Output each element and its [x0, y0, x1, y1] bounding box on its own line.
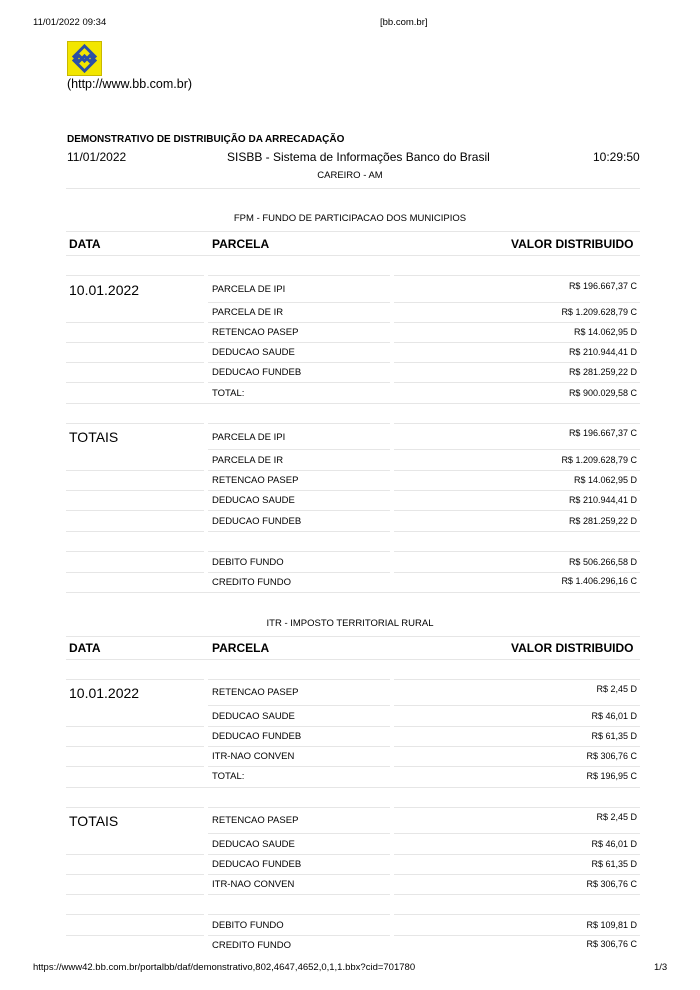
itr-row-valor: R$ 46,01 D — [591, 711, 637, 721]
divider — [66, 914, 204, 915]
divider — [394, 490, 640, 491]
itr-totals-label: TOTAIS — [69, 813, 119, 829]
divider — [208, 342, 390, 343]
divider — [394, 449, 640, 450]
divider — [394, 679, 640, 680]
print-datetime: 11/01/2022 09:34 — [33, 17, 107, 28]
fpm-row-parcela: DEDUCAO SAUDE — [212, 347, 295, 358]
divider — [394, 807, 640, 808]
itr-totals-parcela: DEDUCAO SAUDE — [212, 839, 295, 850]
divider — [208, 854, 390, 855]
fpm-row-valor: R$ 14.062,95 D — [573, 327, 637, 337]
divider — [66, 470, 204, 471]
fpm-debito-valor: R$ 506.266,58 D — [568, 557, 637, 567]
divider — [394, 382, 640, 383]
divider — [66, 382, 204, 383]
itr-totals-parcela: RETENCAO PASEP — [212, 815, 299, 826]
fpm-total-label: TOTAL: — [212, 388, 245, 399]
divider — [66, 592, 640, 593]
divider — [66, 231, 640, 232]
divider — [394, 854, 640, 855]
fpm-totals-parcela: DEDUCAO SAUDE — [212, 495, 295, 506]
fpm-row-valor: R$ 1.209.628,79 C — [561, 307, 637, 317]
doc-system: SISBB - Sistema de Informações Banco do Brasil — [227, 150, 490, 164]
divider — [66, 572, 204, 573]
divider — [394, 572, 640, 573]
divider — [208, 362, 390, 363]
divider — [208, 275, 390, 276]
divider — [394, 551, 640, 552]
itr-total-label: TOTAL: — [212, 771, 245, 782]
itr-row-parcela: ITR-NAO CONVEN — [212, 751, 295, 762]
divider — [208, 766, 390, 767]
divider — [66, 746, 204, 747]
itr-row-valor: R$ 61,35 D — [591, 731, 637, 741]
divider — [208, 449, 390, 450]
divider — [208, 746, 390, 747]
divider — [208, 510, 390, 511]
divider — [208, 726, 390, 727]
itr-credito-label: CREDITO FUNDO — [212, 940, 291, 951]
itr-debito-valor: R$ 109,81 D — [586, 920, 637, 930]
fpm-row-parcela: PARCELA DE IPI — [212, 284, 286, 295]
divider — [394, 423, 640, 424]
itr-totals-parcela: ITR-NAO CONVEN — [212, 879, 295, 890]
itr-section-title: ITR - IMPOSTO TERRITORIAL RURAL — [266, 618, 434, 629]
divider — [208, 894, 390, 895]
fpm-totals-label: TOTAIS — [69, 429, 119, 445]
divider — [66, 551, 204, 552]
fpm-row-valor: R$ 281.259,22 D — [568, 367, 637, 377]
divider — [394, 894, 640, 895]
divider — [394, 726, 640, 727]
divider — [66, 490, 204, 491]
col-header-data: DATA — [69, 641, 101, 655]
divider — [208, 874, 390, 875]
divider — [208, 470, 390, 471]
itr-totals-valor: R$ 306,76 C — [586, 879, 637, 889]
divider — [66, 255, 640, 256]
fpm-totals-parcela: PARCELA DE IPI — [212, 432, 286, 443]
divider — [208, 914, 390, 915]
fpm-debito-label: DEBITO FUNDO — [212, 557, 284, 568]
itr-total-valor: R$ 196,95 C — [586, 771, 637, 781]
divider — [208, 807, 390, 808]
itr-totals-valor: R$ 61,35 D — [591, 859, 637, 869]
divider — [66, 807, 204, 808]
itr-date: 10.01.2022 — [69, 685, 140, 701]
divider — [394, 470, 640, 471]
divider — [66, 403, 640, 404]
divider — [66, 874, 204, 875]
divider — [208, 423, 390, 424]
divider — [66, 679, 204, 680]
divider — [208, 833, 390, 834]
divider — [394, 914, 640, 915]
divider — [66, 787, 640, 788]
divider — [208, 322, 390, 323]
divider — [208, 490, 390, 491]
col-header-parcela: PARCELA — [212, 237, 270, 251]
fpm-row-parcela: PARCELA DE IR — [212, 307, 284, 318]
divider — [208, 572, 390, 573]
divider — [394, 705, 640, 706]
divider — [66, 188, 640, 189]
divider — [394, 362, 640, 363]
divider — [394, 766, 640, 767]
divider — [394, 531, 640, 532]
fpm-totals-parcela: RETENCAO PASEP — [212, 475, 299, 486]
divider — [66, 636, 640, 637]
divider — [394, 302, 640, 303]
itr-credito-valor: R$ 306,76 C — [586, 939, 637, 949]
divider — [208, 935, 390, 936]
col-header-valor: VALOR DISTRIBUIDO — [511, 641, 634, 655]
divider — [66, 659, 640, 660]
itr-debito-label: DEBITO FUNDO — [212, 920, 284, 931]
divider — [208, 302, 390, 303]
divider — [394, 342, 640, 343]
doc-time: 10:29:50 — [593, 150, 640, 164]
itr-row-valor: R$ 306,76 C — [586, 751, 637, 761]
divider — [66, 531, 204, 532]
fpm-row-valor: R$ 210.944,41 D — [568, 347, 637, 357]
fpm-date: 10.01.2022 — [69, 282, 140, 298]
divider — [394, 322, 640, 323]
divider — [394, 874, 640, 875]
fpm-row-valor: R$ 196.667,37 C — [568, 281, 637, 291]
divider — [66, 362, 204, 363]
fpm-row-parcela: RETENCAO PASEP — [212, 327, 299, 338]
divider — [66, 726, 204, 727]
divider — [208, 679, 390, 680]
col-header-valor: VALOR DISTRIBUIDO — [511, 237, 634, 251]
doc-place: CAREIRO - AM — [317, 170, 383, 181]
itr-totals-parcela: DEDUCAO FUNDEB — [212, 859, 302, 870]
fpm-section-title: FPM - FUNDO DE PARTICIPACAO DOS MUNICIPIOS — [233, 213, 467, 224]
fpm-totals-valor: R$ 14.062,95 D — [573, 475, 637, 485]
fpm-totals-parcela: DEDUCAO FUNDEB — [212, 516, 302, 527]
itr-row-parcela: RETENCAO PASEP — [212, 687, 299, 698]
divider — [66, 322, 204, 323]
print-site: [bb.com.br] — [380, 17, 428, 28]
fpm-totals-valor: R$ 281.259,22 D — [568, 516, 637, 526]
divider — [66, 894, 204, 895]
divider — [394, 746, 640, 747]
col-header-data: DATA — [69, 237, 101, 251]
divider — [66, 854, 204, 855]
itr-totals-valor: R$ 2,45 D — [596, 812, 637, 822]
fpm-credito-label: CREDITO FUNDO — [212, 577, 291, 588]
divider — [394, 510, 640, 511]
divider — [394, 935, 640, 936]
divider — [66, 510, 204, 511]
divider — [66, 935, 204, 936]
divider — [66, 766, 204, 767]
fpm-total-valor: R$ 900.029,58 C — [568, 388, 637, 398]
itr-row-parcela: DEDUCAO SAUDE — [212, 711, 295, 722]
divider — [394, 275, 640, 276]
doc-date: 11/01/2022 — [67, 150, 127, 164]
itr-row-valor: R$ 2,45 D — [596, 684, 637, 694]
fpm-row-parcela: DEDUCAO FUNDEB — [212, 367, 302, 378]
fpm-totals-parcela: PARCELA DE IR — [212, 455, 284, 466]
itr-totals-valor: R$ 46,01 D — [591, 839, 637, 849]
footer-page-number: 1/3 — [654, 962, 668, 973]
fpm-totals-valor: R$ 210.944,41 D — [568, 495, 637, 505]
footer-url: https://www42.bb.com.br/portalbb/daf/demonstrativo,802,4647,4652,0,1,1.bbx?cid=701780 — [33, 962, 416, 973]
divider — [208, 531, 390, 532]
itr-row-parcela: DEDUCAO FUNDEB — [212, 731, 302, 742]
divider — [208, 551, 390, 552]
fpm-totals-valor: R$ 196.667,37 C — [568, 428, 637, 438]
divider — [66, 342, 204, 343]
divider — [208, 705, 390, 706]
divider — [208, 382, 390, 383]
col-header-parcela: PARCELA — [212, 641, 270, 655]
fpm-totals-valor: R$ 1.209.628,79 C — [561, 455, 637, 465]
home-link[interactable]: (http://www.bb.com.br) — [67, 77, 193, 91]
divider — [66, 423, 204, 424]
divider — [394, 833, 640, 834]
fpm-credito-valor: R$ 1.406.296,16 C — [561, 576, 637, 586]
bb-logo-icon[interactable] — [67, 41, 102, 76]
document-title: DEMONSTRATIVO DE DISTRIBUIÇÃO DA ARRECADAÇÃO — [67, 134, 345, 145]
divider — [66, 275, 204, 276]
